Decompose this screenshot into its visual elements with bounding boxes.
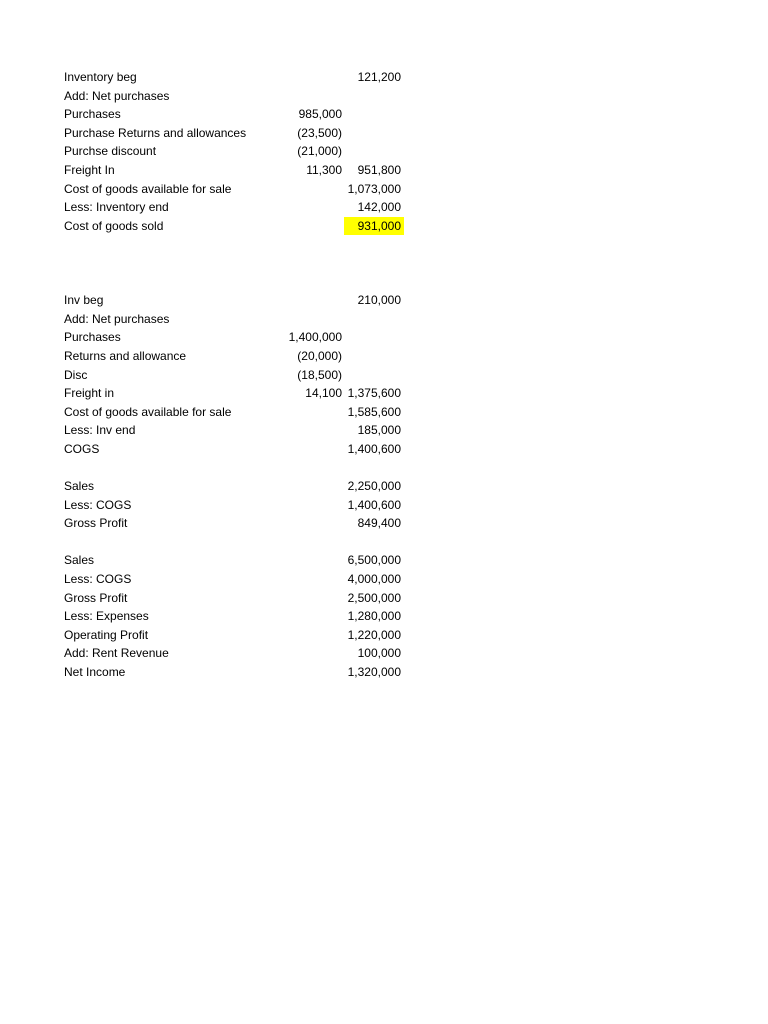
table-row <box>64 421 404 440</box>
table-row <box>64 291 404 310</box>
row-label[interactable]: Add: Rent Revenue <box>64 646 169 661</box>
row-label[interactable]: Less: Expenses <box>64 609 149 624</box>
row-label[interactable]: Inventory beg <box>64 70 137 84</box>
table-row <box>64 347 404 366</box>
table-row <box>64 514 404 533</box>
total-cell[interactable]: 1,073,000 <box>347 181 401 196</box>
amount-cell[interactable]: (18,500) <box>297 367 342 382</box>
table-row <box>64 626 404 645</box>
table-row <box>64 161 404 180</box>
amount-cell[interactable]: 14,100 <box>305 386 342 401</box>
table-row <box>64 384 404 403</box>
total-cell[interactable]: 1,220,000 <box>347 627 401 642</box>
total-cell[interactable]: 849,400 <box>357 516 401 531</box>
total-cell[interactable]: 1,585,600 <box>347 404 401 419</box>
amount-cell[interactable]: 11,300 <box>306 162 342 177</box>
row-label[interactable]: Inv beg <box>64 293 104 308</box>
row-label[interactable]: Cost of goods available for sale <box>64 181 232 196</box>
table-row <box>64 589 404 608</box>
row-label[interactable]: Add: Net purchases <box>64 311 170 326</box>
highlighted-total-cell[interactable]: 931,000 <box>344 217 404 236</box>
total-cell[interactable]: 951,800 <box>357 162 401 177</box>
table-row <box>64 328 404 347</box>
total-cell[interactable]: 1,400,600 <box>347 497 401 512</box>
total-cell[interactable]: 1,375,600 <box>347 386 401 401</box>
row-label[interactable]: Sales <box>64 553 95 568</box>
table-row <box>64 142 404 161</box>
row-label[interactable]: Purchase Returns and allowances <box>64 125 247 140</box>
amount-cell[interactable]: 1,400,000 <box>288 330 342 345</box>
total-cell[interactable]: 142,000 <box>357 200 401 215</box>
total-cell[interactable]: 2,250,000 <box>347 479 401 494</box>
table-row <box>64 663 404 682</box>
table-row <box>64 551 404 570</box>
table-row <box>64 68 404 87</box>
row-label[interactable]: Purchases <box>64 107 121 122</box>
table-row <box>64 198 404 217</box>
total-cell[interactable]: 1,400,600 <box>347 441 401 456</box>
row-label[interactable]: Disc <box>64 367 88 382</box>
table-row <box>64 477 404 496</box>
table-row <box>64 124 404 143</box>
total-cell[interactable]: 1,280,000 <box>347 609 401 624</box>
table-row <box>64 496 404 515</box>
cogs-computation-2 <box>64 291 404 458</box>
row-label[interactable]: Freight In <box>64 162 115 177</box>
table-row <box>64 310 404 329</box>
row-label[interactable]: Less: COGS <box>64 497 132 512</box>
row-label[interactable]: Less: Inventory end <box>64 200 169 215</box>
row-label[interactable]: Purchases <box>64 330 121 345</box>
row-label[interactable]: Returns and allowance <box>64 348 187 363</box>
cogs-computation-1 <box>64 68 404 235</box>
spacer <box>64 235 404 291</box>
spacer <box>64 458 404 477</box>
row-label[interactable]: Purchse discount <box>64 144 157 159</box>
spacer <box>64 533 404 552</box>
row-label[interactable]: COGS <box>64 441 100 456</box>
amount-cell[interactable]: (23,500) <box>297 125 342 140</box>
total-cell[interactable]: 1,320,000 <box>347 665 401 680</box>
row-label[interactable]: Gross Profit <box>64 516 128 531</box>
table-row <box>64 87 404 106</box>
row-label[interactable]: Cost of goods available for sale <box>64 404 232 419</box>
amount-cell[interactable]: (21,000) <box>297 144 342 159</box>
table-row <box>64 570 404 589</box>
total-cell[interactable]: 6,500,000 <box>347 553 401 568</box>
total-cell[interactable]: 210,000 <box>357 293 401 308</box>
row-label[interactable]: Cost of goods sold <box>64 218 164 233</box>
table-row <box>64 644 404 663</box>
table-row <box>64 366 404 385</box>
income-statement <box>64 551 404 681</box>
amount-cell[interactable]: (20,000) <box>297 348 342 363</box>
spreadsheet-sheet <box>64 68 404 682</box>
table-row <box>64 105 404 124</box>
gross-profit-computation <box>64 477 404 533</box>
row-label[interactable]: Add: Net purchases <box>64 88 170 103</box>
total-cell[interactable]: 2,500,000 <box>347 590 401 605</box>
amount-cell[interactable]: 985,000 <box>298 107 342 122</box>
total-cell[interactable]: 185,000 <box>357 423 401 438</box>
row-label[interactable]: Operating Profit <box>64 627 149 642</box>
table-row <box>64 180 404 199</box>
total-cell[interactable]: 121,200 <box>357 70 401 84</box>
row-label[interactable]: Net Income <box>64 665 126 680</box>
total-cell[interactable]: 100,000 <box>357 646 401 661</box>
table-row <box>64 607 404 626</box>
table-row <box>64 440 404 459</box>
row-label[interactable]: Gross Profit <box>64 590 128 605</box>
table-row <box>64 403 404 422</box>
row-label[interactable]: Less: COGS <box>64 572 132 587</box>
total-cell[interactable]: 4,000,000 <box>347 572 401 587</box>
row-label[interactable]: Freight in <box>64 386 115 401</box>
row-label[interactable]: Sales <box>64 479 95 494</box>
row-label[interactable]: Less: Inv end <box>64 423 136 438</box>
table-row <box>64 217 404 236</box>
